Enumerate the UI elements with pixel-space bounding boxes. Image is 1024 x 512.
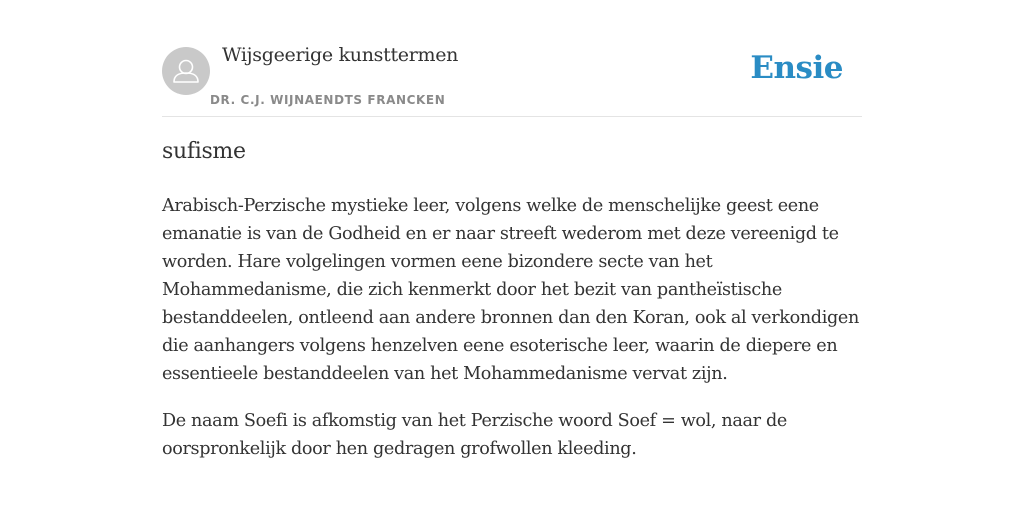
entry-card xyxy=(162,0,862,512)
user-silhouette-icon xyxy=(162,47,210,95)
author-name[interactable]: DR. C.J. WIJNAENDTS FRANCKEN xyxy=(210,93,446,107)
book-title[interactable]: Wijsgeerige kunsttermen xyxy=(222,44,459,66)
avatar[interactable] xyxy=(162,47,210,95)
entry-paragraph: De naam Soefi is afkomstig van het Perzische woord Soef = wol, naar de oorspronkelijk door hen gedragen grofwollen kleeding. xyxy=(162,411,787,459)
entry-paragraph: Arabisch-Perzische mystieke leer, volgens welke de menschelijke geest eene emanatie is van de Godheid en er naar streeft wederom met deze vereenigd te worden. Hare volgelingen vormen eene bizondere secte van het Mohammedanisme, die zich kenmerkt door het bezit van pantheïstische bestanddeelen, ontleend aan andere bronnen dan den Koran, ook al verkondigen die aanhangers volgens henzelven eene esoterische leer, waarin de diepere en essentieele bestanddeelen van het Mohammedanisme vervat zijn. xyxy=(162,196,859,384)
entry-title: sufisme xyxy=(162,139,246,164)
ensie-logo[interactable]: Ensie xyxy=(750,50,843,86)
entry-header xyxy=(162,0,862,117)
entry-body xyxy=(162,192,862,482)
